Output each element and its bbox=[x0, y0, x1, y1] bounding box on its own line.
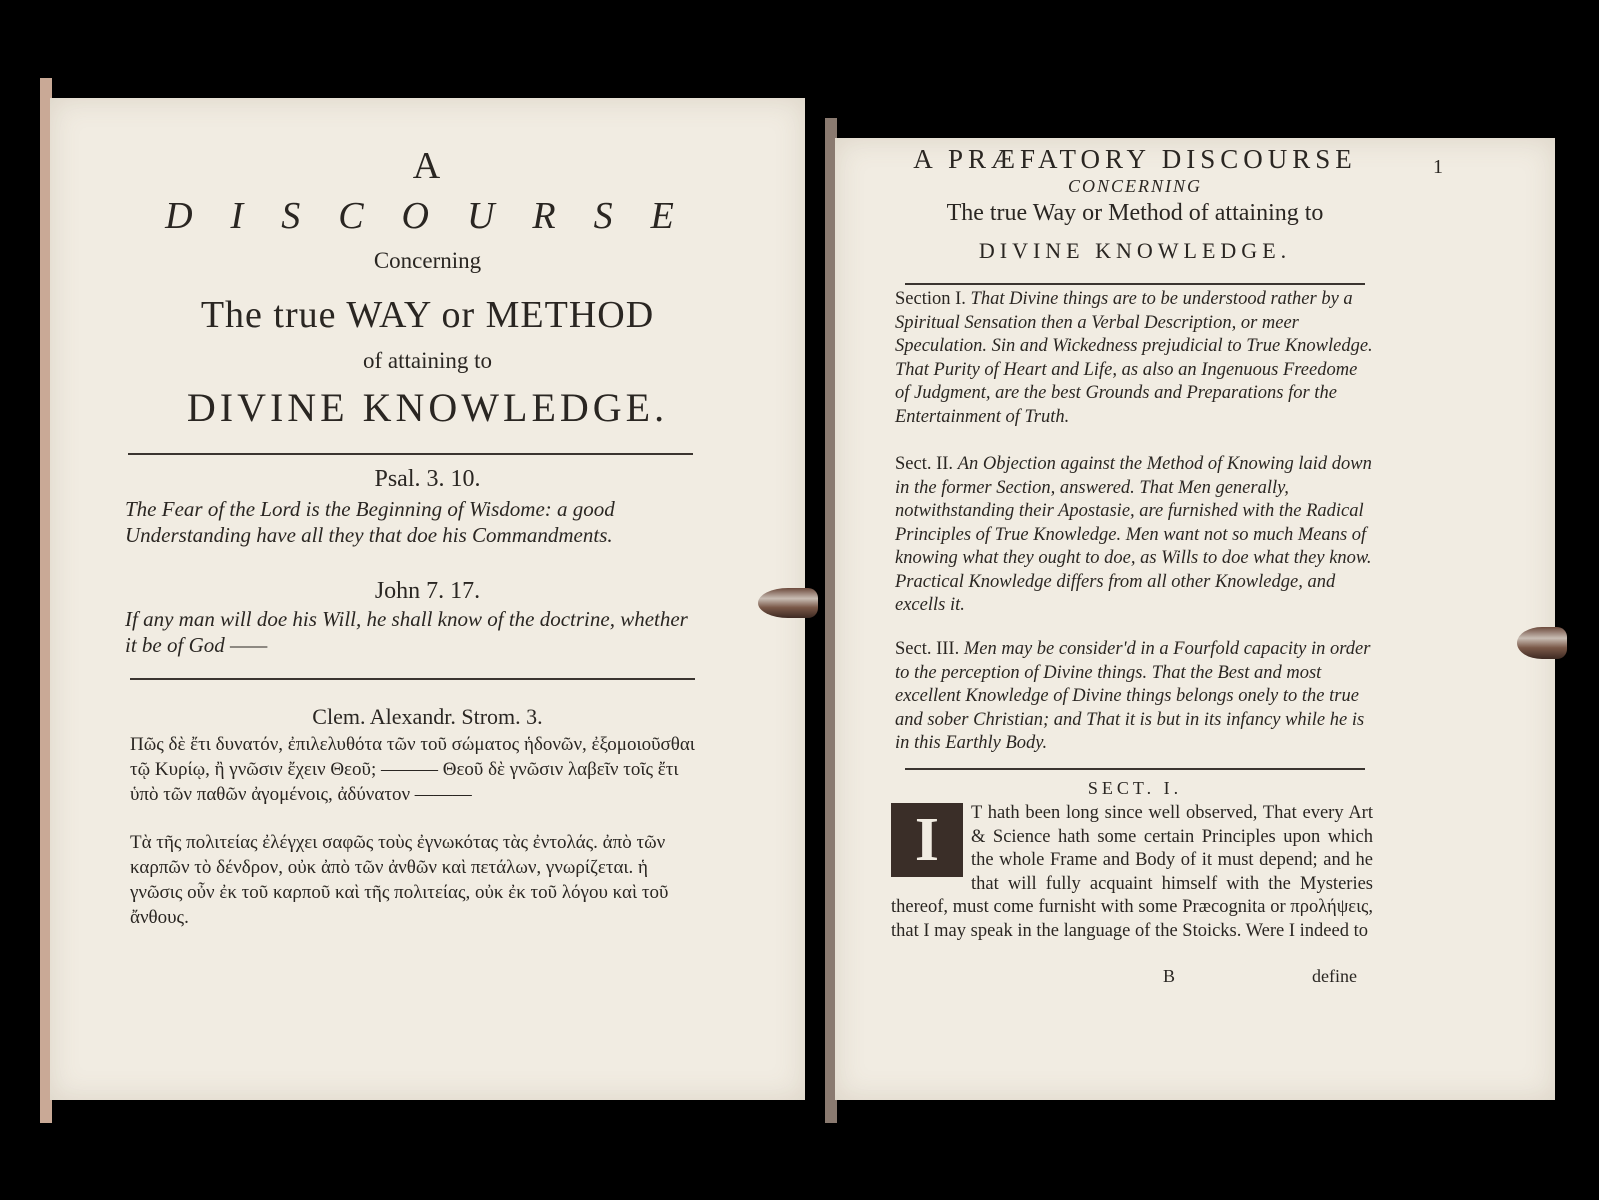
john-quote: If any man will doe his Will, he shall know of the doctrine, whether it be of God —— bbox=[125, 607, 688, 657]
title-discourse: DISCOURSE bbox=[165, 195, 712, 237]
left-page bbox=[50, 98, 805, 1100]
concerning-label: CONCERNING bbox=[1067, 176, 1202, 196]
section-summary bbox=[895, 453, 1375, 618]
concerning-label: Concerning bbox=[373, 248, 482, 273]
section-summary bbox=[895, 288, 1375, 429]
decorated-initial: I bbox=[891, 803, 963, 877]
divider-rule bbox=[905, 768, 1365, 770]
section-label: Sect. II. bbox=[895, 454, 954, 474]
greek-passage-2: Τὰ τῆς πολιτείας ἐλέγχει σαφῶς τοὺς ἐγνωκότας τὰς ἐντολάς. ἀπὸ τῶν καρπῶν τὸ δένδρον, οὐκ ἀπὸ τῶν ἀνθῶν καὶ πετάλων, γνωρίζεται. ἡ γνῶσις οὖν ἐκ τοῦ καρποῦ καὶ τῆς πολιτείας, οὐκ ἐκ τοῦ λόγου καὶ τοῦ ἄνθους. bbox=[130, 832, 669, 928]
page-number: 1 bbox=[1433, 156, 1443, 178]
clement-reference: Clem. Alexandr. Strom. 3. bbox=[312, 704, 543, 729]
of-attaining-label: of attaining to bbox=[362, 348, 493, 373]
section-label: Section I. bbox=[895, 289, 966, 309]
signature-mark: B bbox=[1163, 966, 1176, 986]
section-label: Sect. III. bbox=[895, 639, 960, 659]
running-header: A PRÆFATORY DISCOURSE bbox=[913, 144, 1357, 174]
divider-rule bbox=[130, 678, 695, 680]
greek-passage-1: Πῶς δὲ ἔτι δυνατόν, ἐπιλελυθότα τῶν τοῦ σώματος ἡδονῶν, ἐξομοιοῦσθαι τῷ Κυρίῳ, ἢ γνῶσιν ἔχειν Θεοῦ; ——— Θεοῦ δὲ γνῶσιν λαβεῖν τοῖς ἔτι ὑπὸ τῶν παθῶν ἀγομένοις, ἀδύνατον ——— bbox=[130, 734, 695, 805]
catchword: define bbox=[1312, 966, 1357, 986]
title-a: A bbox=[412, 145, 443, 187]
body-text bbox=[891, 802, 1373, 943]
section-heading: SECT. I. bbox=[1087, 778, 1183, 798]
right-page bbox=[835, 138, 1555, 1100]
title-divine-knowledge: DIVINE KNOWLEDGE. bbox=[186, 385, 669, 430]
psalm-reference: Psal. 3. 10. bbox=[374, 466, 481, 492]
page-tab-marker bbox=[758, 588, 818, 618]
divider-rule bbox=[128, 453, 693, 455]
section-text: An Objection against the Method of Knowing laid down in the former Section, answered. That Men generally, notwithstanding their Apostasie, are furnished with the Radical Principles of True Knowledge. Men want not so much Means of knowing what they ought to doe, as Wills to doe what they know. Practical Knowledge differs from all other Knowledge, and excells it. bbox=[895, 454, 1372, 615]
section-summary bbox=[895, 638, 1375, 756]
divider-rule bbox=[905, 283, 1365, 285]
psalm-quote: The Fear of the Lord is the Beginning of Wisdome: a good Understanding have all they that doe his Commandments. bbox=[125, 497, 615, 547]
john-reference: John 7. 17. bbox=[374, 578, 481, 604]
body-paragraph: T hath been long since well observed, That every Art & Science hath some certain Principles upon which the whole Frame and Body of it must depend; and he that will fully acquaint himself with the Mysteries thereof, must come furnisht with some Præcognita or προλήψεις, that I may speak in the language of the Stoicks. Were I indeed to bbox=[891, 803, 1373, 941]
section-text: That Divine things are to be understood rather by a Spiritual Sensation then a Verbal Description, or meer Speculation. Sin and Wickedness prejudicial to True Knowledge. That Purity of Heart and Life, as also an Ingenuous Freedome of Judgment, are the best Grounds and Preparations for the Entertainment of Truth. bbox=[895, 289, 1373, 427]
title-true-way: The true WAY or METHOD bbox=[200, 294, 655, 336]
subtitle-true-way: The true Way or Method of attaining to bbox=[946, 200, 1324, 226]
page-tab-marker bbox=[1517, 627, 1567, 659]
subtitle-divine-knowledge: DIVINE KNOWLEDGE. bbox=[978, 238, 1292, 263]
section-text: Men may be consider'd in a Fourfold capacity in order to the perception of Divine things. That the Best and most excellent Knowledge of Divine things belongs onely to the true and sober Christian; and That it is but in its infancy while he is in this Earthly Body. bbox=[895, 639, 1371, 753]
